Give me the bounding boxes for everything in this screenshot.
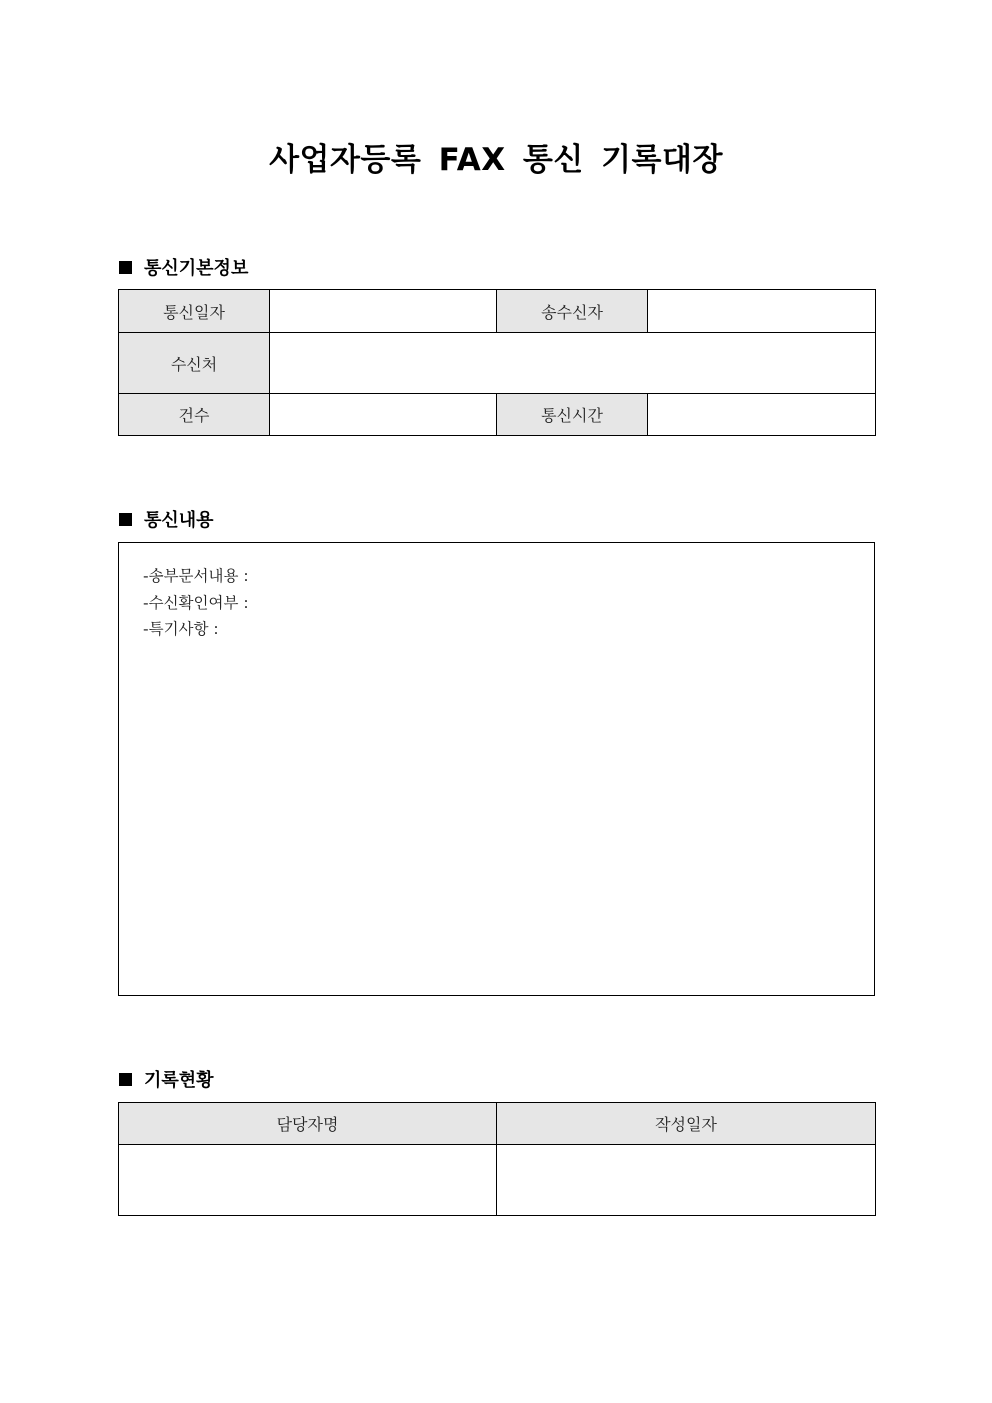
content-textbox[interactable] [118,542,875,996]
comm-date-field[interactable] [270,290,497,333]
header-manager-name: 담당자명 [119,1103,497,1145]
section-heading-record [119,1066,214,1092]
label-comm-time: 통신시간 [497,394,648,436]
basic-info-table [118,289,876,436]
content-line-receipt-check: -수신확인여부 : [143,593,249,612]
record-table [118,1102,876,1216]
label-comm-date: 통신일자 [119,290,270,333]
header-written-date: 작성일자 [497,1103,876,1145]
section-heading-label: 통신내용 [144,510,214,531]
content-line-remarks: -특기사항 : [143,620,219,638]
table-row [119,1145,876,1216]
manager-name-field[interactable] [119,1145,497,1216]
comm-time-field[interactable] [648,394,876,436]
table-row [119,333,876,394]
section-heading-label: 기록현황 [144,1070,214,1091]
label-count: 건수 [119,394,270,436]
square-bullet-icon [119,513,132,526]
recipient-field[interactable] [270,333,876,394]
count-field[interactable] [270,394,497,436]
content-line-document: -송부문서내용 : [143,567,249,585]
section-heading-label: 통신기본정보 [144,258,249,279]
table-row [119,394,876,436]
section-heading-basic-info [119,254,248,280]
square-bullet-icon [119,261,132,274]
table-row [119,290,876,333]
label-recipient: 수신처 [119,333,270,394]
sender-receiver-field[interactable] [648,290,876,333]
square-bullet-icon [119,1073,132,1086]
section-heading-content [119,506,214,532]
written-date-field[interactable] [497,1145,876,1216]
document-title: 사업자등록 FAX 통신 기록대장 [269,142,723,178]
table-row [119,1103,876,1145]
label-sender-receiver: 송수신자 [497,290,648,333]
